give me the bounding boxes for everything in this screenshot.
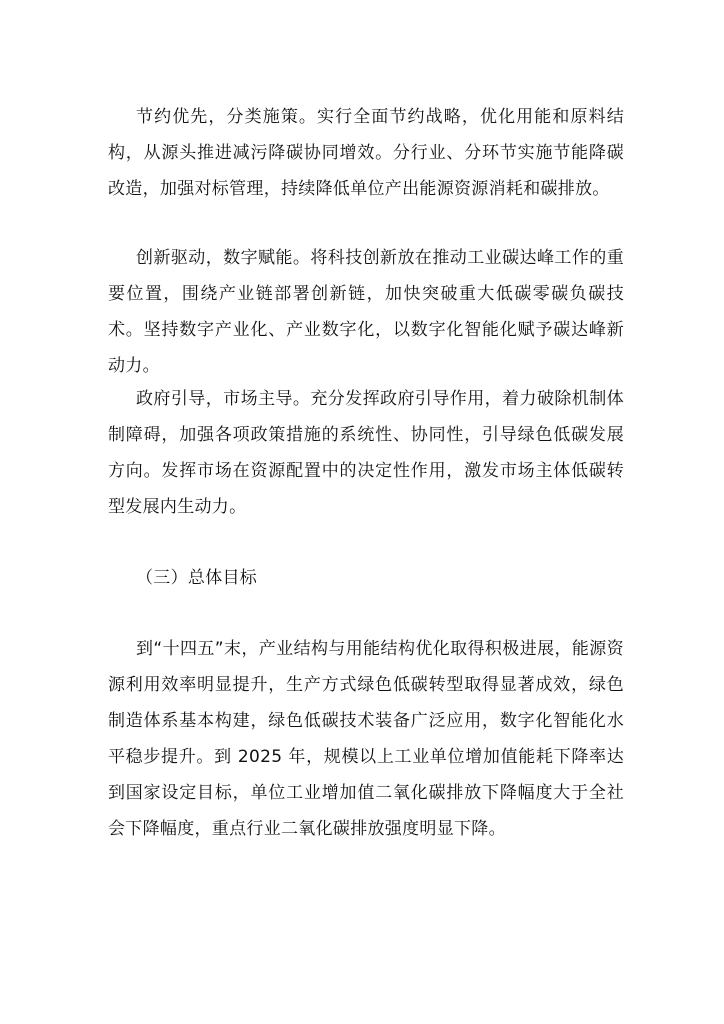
paragraph-government-guidance: 政府引导，市场主导。充分发挥政府引导作用，着力破除机制体制障碍，加强各项政策措施的系统性、协同性，引导绿色低碳发展方向。发挥市场在资源配置中的决定性作用，激发市场主体低碳转型发展内生动力。	[108, 389, 624, 517]
paragraph-saving-first: 节约优先，分类施策。实行全面节约战略，优化用能和原料结构，从源头推进减污降碳协同增效。分行业、分环节实施节能降碳改造，加强对标管理，持续降低单位产出能源资源消耗和碳排放。	[108, 107, 624, 199]
paragraph-overall-target: 到“十四五”末，产业结构与用能结构优化取得积极进展，能源资源利用效率明显提升，生产方式绿色低碳转型取得显著成效，绿色制造体系基本构建，绿色低碳技术装备广泛应用，数字化智能化水平稳步提升。到 2025 年，规模以上工业单位增加值能耗下降率达到国家设定目标，单位工业增加值二氧化碳排放下降幅度大于全社会下降幅度，重点行业二氧化碳排放强度明显下降。	[108, 639, 624, 839]
section-heading: （三）总体目标	[136, 568, 258, 588]
paragraph-innovation-driven: 创新驱动，数字赋能。将科技创新放在推动工业碳达峰工作的重要位置，围绕产业链部署创新链，加快突破重大低碳零碳负碳技术。坚持数字产业化、产业数字化，以数字化智能化赋予碳达峰新动力。	[108, 248, 624, 376]
